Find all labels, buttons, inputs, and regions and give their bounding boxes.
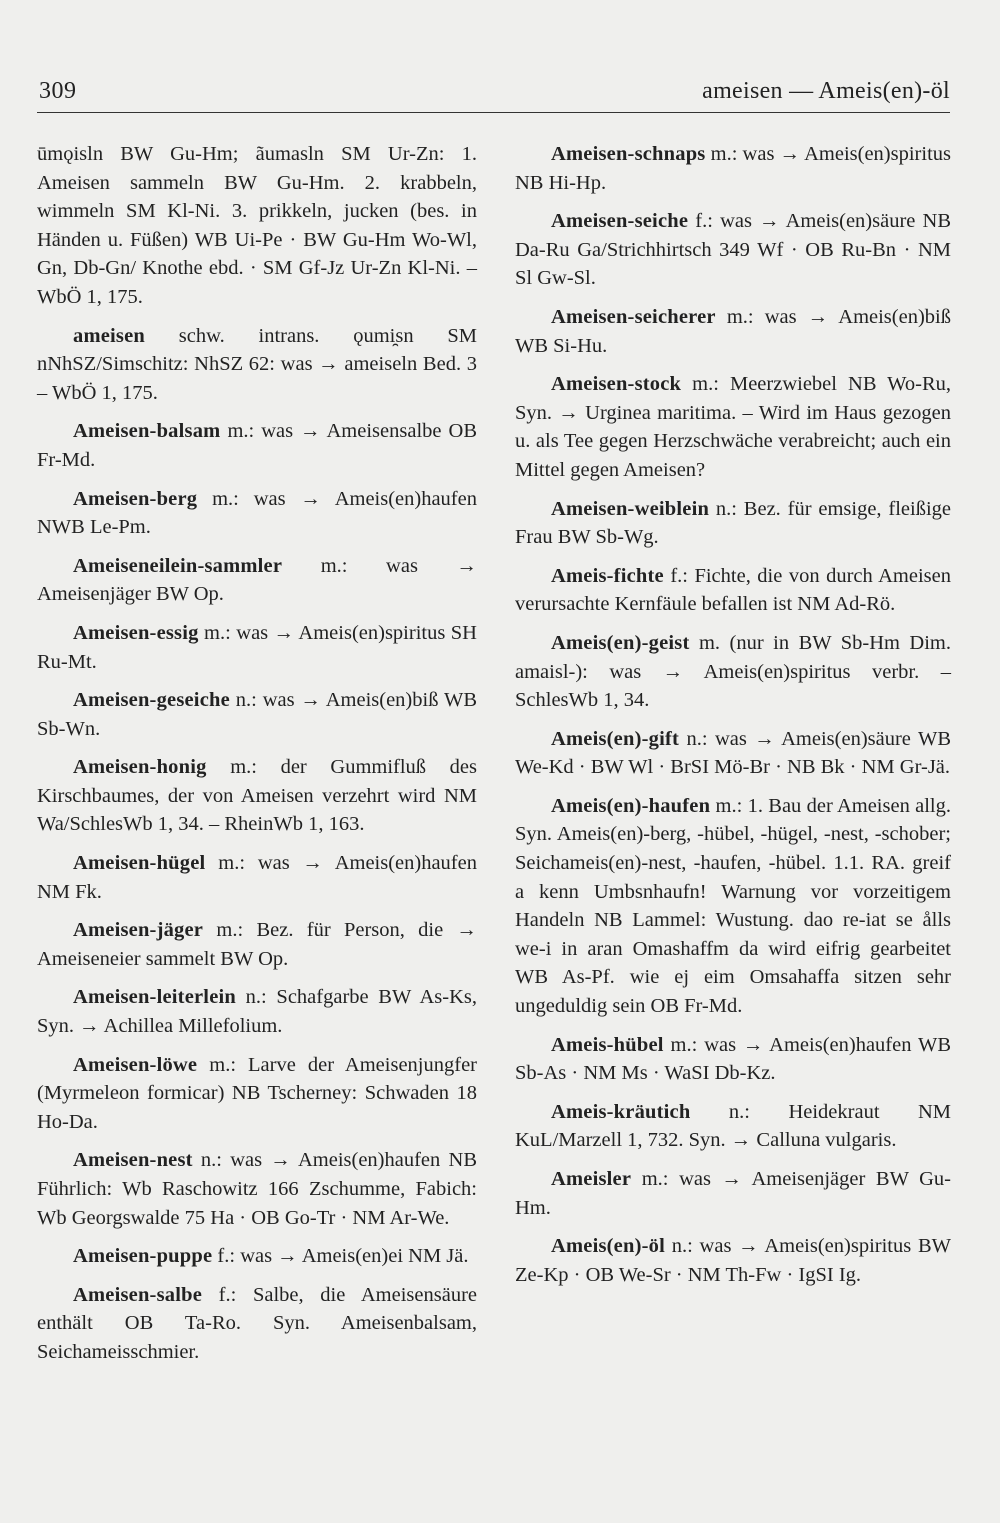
dictionary-entry	[37, 140, 477, 312]
dictionary-entry	[37, 1146, 477, 1232]
entry-headword: Ameisen-weiblein	[551, 497, 710, 520]
running-head: ameisen — Ameis(en)-öl	[702, 78, 950, 104]
dictionary-entry	[37, 417, 477, 474]
entry-headword: Ameis-fichte	[551, 564, 664, 587]
entry-headword: Ameisen-seicherer	[551, 305, 716, 328]
dictionary-entry	[515, 370, 951, 484]
page-number: 309	[39, 78, 77, 104]
entry-headword: ameisen	[73, 324, 145, 347]
dictionary-entry	[515, 1232, 951, 1289]
entry-headword: Ameis(en)-geist	[551, 631, 690, 654]
dictionary-entry	[37, 916, 477, 973]
dictionary-entry	[37, 322, 477, 408]
entry-text: n.: was → Ameis(en)haufen NB Führlich: Wb Raschowitz 166 Zschumme, Fabich: Wb Georgswalde 75 Ha · OB Go-Tr · NM Ar-We.	[37, 1149, 477, 1229]
entry-text: f.: Fichte, die von durch Ameisen verursachte Kernfäule befallen ist NM Ad-Rö.	[515, 564, 951, 616]
entry-headword: Ameisen-balsam	[73, 420, 221, 443]
entry-text: m.: Bez. für Person, die → Ameiseneier sammelt BW Op.	[37, 919, 477, 970]
dictionary-entry	[515, 629, 951, 715]
entry-headword: Ameisen-hügel	[73, 852, 206, 875]
entry-headword: Ameisen-puppe	[73, 1245, 213, 1268]
dictionary-entry	[515, 207, 951, 293]
entry-headword: Ameisen-jäger	[73, 919, 204, 942]
dictionary-entry	[37, 1242, 477, 1271]
entry-headword: Ameisen-stock	[551, 373, 682, 396]
dictionary-entry	[37, 686, 477, 743]
entry-text: m.: Meerzwiebel NB Wo-Ru, Syn. → Urginea maritima. – Wird im Haus gezogen u. als Tee gegen Herzschwäche verabreicht; auch ein Mittel gegen Ameisen?	[515, 373, 951, 481]
entry-headword: Ameis-hübel	[551, 1033, 664, 1056]
entry-headword: Ameisen-leiterlein	[73, 986, 236, 1009]
entry-text: m.: Larve der Ameisenjungfer (Myrmeleon formicar) NB Tscherney: Schwaden 18 Ho-Da.	[37, 1053, 477, 1133]
dictionary-entry	[515, 562, 951, 619]
entry-headword: Ameis-kräutich	[551, 1100, 691, 1123]
dictionary-entry	[515, 725, 951, 782]
dictionary-entry	[37, 849, 477, 906]
right-column	[515, 140, 951, 1299]
entry-headword: Ameisen-salbe	[73, 1283, 203, 1306]
entry-headword: Ameisler	[551, 1168, 632, 1190]
entry-headword: Ameisen-berg	[73, 487, 198, 510]
entry-headword: Ameisen-löwe	[73, 1053, 198, 1076]
entry-text: n.: Schafgarbe BW As-Ks, Syn. → Achillea Millefolium.	[37, 986, 477, 1038]
entry-headword: Ameis(en)-gift	[551, 727, 680, 750]
entry-headword: Ameisen-seiche	[551, 210, 689, 233]
entry-text: m.: was → Ameis(en)haufen NWB Le-Pm.	[37, 487, 477, 539]
dictionary-entry	[515, 140, 951, 197]
entry-text: n.: Bez. für emsige, fleißige Frau BW Sb-Wg.	[515, 497, 951, 549]
entry-headword: Ameisen-essig	[73, 621, 199, 644]
dictionary-entry	[37, 753, 477, 839]
entry-text: m.: was → Ameis(en)spiritus NB Hi-Hp.	[515, 143, 951, 194]
entry-text: f.: Salbe, die Ameisensäure enthält OB Ta-Ro. Syn. Ameisenbalsam, Seichameisschmier.	[37, 1283, 477, 1363]
dictionary-entry	[515, 792, 951, 1021]
entry-text: m.: was → Ameisenjäger BW Gu-Hm.	[515, 1168, 951, 1219]
entry-headword: Ameisen-geseiche	[73, 689, 230, 712]
entry-headword: Ameis(en)-haufen	[551, 794, 711, 817]
page-header	[37, 78, 950, 113]
entry-text: m.: was → Ameis(en)spiritus SH Ru-Mt.	[37, 621, 477, 673]
dictionary-entry	[37, 485, 477, 542]
dictionary-entry	[515, 1098, 951, 1155]
entry-text: n.: was → Ameis(en)biß WB Sb-Wn.	[37, 689, 477, 740]
entry-headword: Ameisen-schnaps	[551, 143, 706, 165]
entry-text: schw. intrans. ǫumi̯sn SM nNhSZ/Simschitz: NhSZ 62: was → ameiseln Bed. 3 – WbÖ 1, 175.	[37, 324, 477, 404]
dictionary-entry	[37, 1281, 477, 1367]
dictionary-entry	[37, 983, 477, 1040]
dictionary-entry	[37, 619, 477, 676]
entry-headword: Ameis(en)-öl	[551, 1235, 665, 1258]
entry-headword: Ameisen-nest	[73, 1149, 193, 1172]
entry-text: m.: der Gummifluß des Kirschbaumes, der von Ameisen verzehrt wird NM Wa/SchlesWb 1, 34. – RheinWb 1, 163.	[37, 756, 477, 836]
entry-headword: Ameiseneilein-sammler	[73, 554, 283, 577]
dictionary-entry	[515, 1031, 951, 1088]
entry-text: n.: Heidekraut NM KuL/Marzell 1, 732. Syn. → Calluna vulgaris.	[515, 1100, 951, 1152]
entry-text: m.: 1. Bau der Ameisen allg. Syn. Ameis(en)-berg, -hübel, -hügel, -nest, -schober; Seichameis(en)-nest, -haufen, -hübel. 1.1. RA. greif a kenn Umbsnhaufn! Warnung vor vorzeitigem Handeln NB Lammel: Wustung. dao re-iat se ålls we-i in aran Omashaffm da wird eifrig gearbeitet WB As-Pf. wie ej eim Omsahaffa sitzen sehr ungeduldig sein OB Fr-Md.	[515, 794, 951, 1018]
left-column	[37, 140, 477, 1377]
entry-headword: Ameisen-honig	[73, 756, 207, 779]
entry-text: n.: was → Ameis(en)säure WB We-Kd · BW Wl · BrSI Mö-Br · NB Bk · NM Gr-Jä.	[515, 727, 951, 779]
entry-text: m. (nur in BW Sb-Hm Dim. amaisl-): was → Ameis(en)spiritus verbr. – SchlesWb 1, 34.	[515, 631, 951, 712]
dictionary-entry	[515, 495, 951, 552]
entry-text: f.: was → Ameis(en)säure NB Da-Ru Ga/Strichhirtsch 349 Wf · OB Ru-Bn · NM Sl Gw-Sl.	[515, 210, 951, 290]
entry-text: m.: was → Ameis(en)biß WB Si-Hu.	[515, 305, 951, 357]
dictionary-entry	[515, 1165, 951, 1222]
entry-text: m.: was → Ameis(en)haufen WB Sb-As · NM Ms · WaSI Db-Kz.	[515, 1033, 951, 1085]
entry-text: n.: was → Ameis(en)spiritus BW Ze-Kp · OB We-Sr · NM Th-Fw · IgSI Ig.	[515, 1235, 951, 1286]
dictionary-entry	[37, 1051, 477, 1137]
entry-text: m.: was → Ameisensalbe OB Fr-Md.	[37, 420, 477, 471]
entry-text: m.: was → Ameisenjäger BW Op.	[37, 554, 477, 606]
dictionary-entry	[37, 552, 477, 609]
entry-text: f.: was → Ameis(en)ei NM Jä.	[212, 1245, 469, 1268]
entry-text: ūmǫisln BW Gu-Hm; ãumasln SM Ur-Zn: 1. Ameisen sammeln BW Gu-Hm. 2. krabbeln, wimmeln SM Kl-Ni. 3. prikkeln, jucken (bes. in Händen u. Füßen) WB Ui-Pe · BW Gu-Hm Wo-Wl, Gn, Db-Gn/ Knothe ebd. · SM Gf-Jz Ur-Zn Kl-Ni. – WbÖ 1, 175.	[37, 143, 477, 308]
entry-text: m.: was → Ameis(en)haufen NM Fk.	[37, 852, 477, 903]
dictionary-entry	[515, 303, 951, 360]
